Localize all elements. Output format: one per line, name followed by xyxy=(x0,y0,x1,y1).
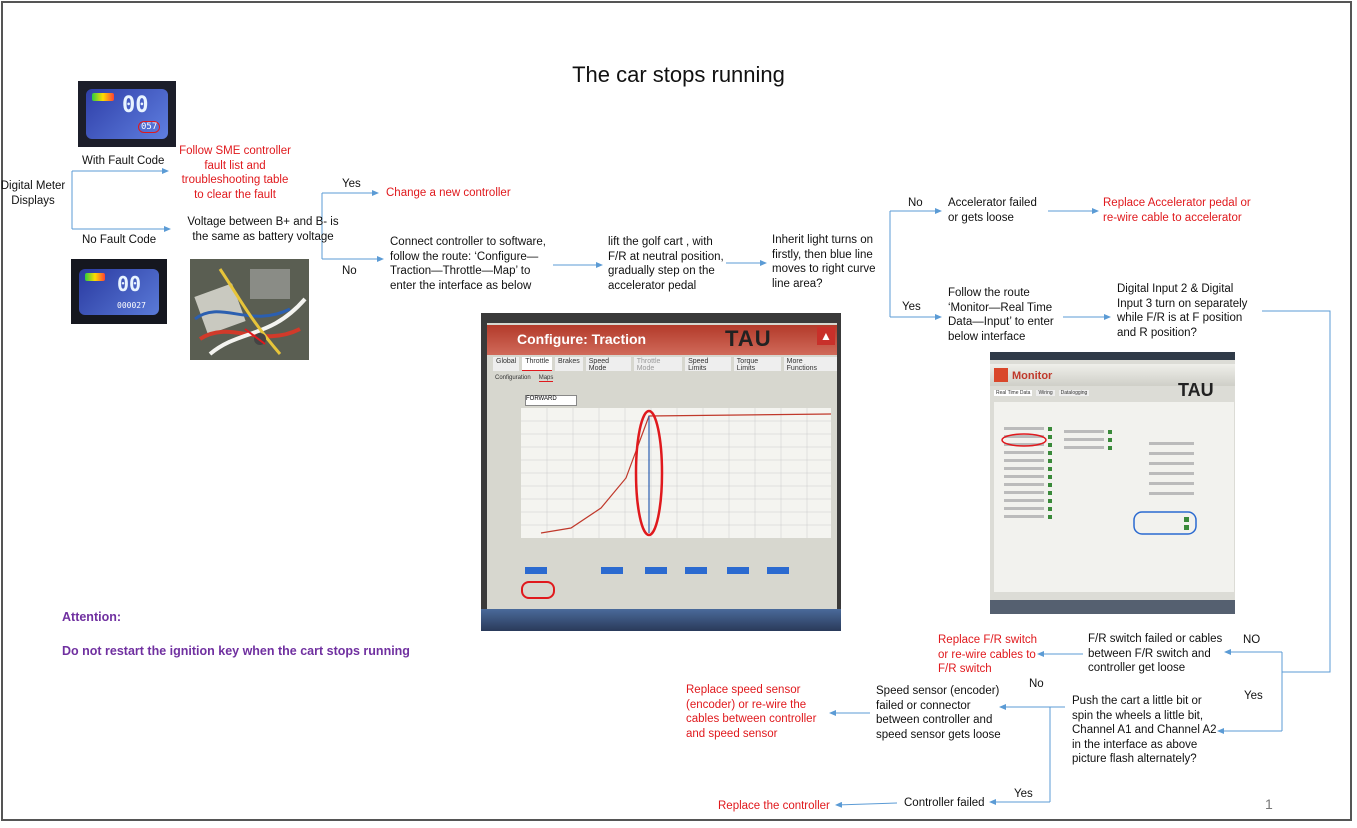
follow-route-monitor: Follow the route ‘Monitor—Real Time Data—Input’ to enter below interface xyxy=(948,287,1054,343)
tab-real-time-data[interactable]: Real Time Data xyxy=(996,390,1031,396)
yes-label-inherit: Yes xyxy=(902,301,921,313)
tab-datalogging[interactable]: Datalogging xyxy=(1060,390,1088,396)
lift-golf-cart: lift the golf cart , with F/R at neutral position, gradually step on the accelerator pedal xyxy=(608,236,724,292)
no-label-inherit: No xyxy=(908,197,923,209)
connector-push-split xyxy=(1050,707,1065,802)
close-icon[interactable]: ▲ xyxy=(817,327,835,345)
yes-label-digital-input: Yes xyxy=(1244,690,1263,702)
no-label-push-cart: No xyxy=(1029,678,1044,690)
connect-controller-software: Connect controller to software, follow the route: ‘Configure— Traction—Throttle—Map’ to enter the interface as below xyxy=(390,236,546,292)
meter-nofault-readout: 00 xyxy=(117,272,142,296)
with-fault-code-label: With Fault Code xyxy=(82,155,165,167)
monitor-screenshot xyxy=(990,352,1235,614)
voltage-check: Voltage between B+ and B- is the same as battery voltage xyxy=(187,216,339,243)
configure-title: Configure: Traction xyxy=(517,331,647,347)
throttle-map-plot xyxy=(521,408,831,548)
connector-digital-input-down xyxy=(1262,311,1330,672)
configure-tabs xyxy=(493,357,837,371)
tab-more-functions[interactable]: More Functions xyxy=(784,357,837,371)
change-new-controller: Change a new controller xyxy=(386,187,511,199)
accelerator-failed: Accelerator failed or gets loose xyxy=(948,197,1037,224)
push-cart-question: Push the cart a little bit or spin the wheels a little bit, Channel A1 and Channel A2 in the interface as above picture flash alternately? xyxy=(1072,695,1217,765)
attention-note xyxy=(62,592,410,677)
replace-the-controller: Replace the controller xyxy=(718,800,830,812)
tab-throttle-mode[interactable]: Throttle Mode xyxy=(634,357,682,371)
controller-failed: Controller failed xyxy=(904,797,985,809)
meter-fault-photo xyxy=(78,81,176,147)
inherit-light-question: Inherit light turns on firstly, then blue line moves to right curve line area? xyxy=(772,234,876,290)
meter-odometer: 000027 xyxy=(117,301,146,310)
tab-throttle[interactable]: Throttle xyxy=(522,357,552,371)
page-title: The car stops running xyxy=(572,62,785,87)
arrow-to-replace-controller xyxy=(836,803,897,805)
tab-torque-limits[interactable]: Torque Limits xyxy=(734,357,781,371)
no-label-digital-input: NO xyxy=(1243,634,1261,646)
subtab-maps[interactable]: Maps xyxy=(538,375,554,381)
follow-sme-fault-list: Follow SME controller fault list and troubleshooting table to clear the fault xyxy=(179,145,291,201)
attention-text: Do not restart the ignition key when the cart stops running xyxy=(62,644,410,658)
replace-fr-switch: Replace F/R switch or re-wire cables to F/R switch xyxy=(938,634,1038,675)
speed-sensor-failed: Speed sensor (encoder) failed or connector between controller and speed sensor gets loose xyxy=(876,685,1001,741)
direction-dropdown[interactable]: FORWARD xyxy=(525,395,577,406)
no-fault-code-label: No Fault Code xyxy=(82,234,157,246)
monitor-brand-logo: TAU xyxy=(1178,380,1214,400)
digital-meter-displays: Digital Meter Displays xyxy=(0,180,66,207)
yes-label-voltage: Yes xyxy=(342,178,361,190)
monitor-title: Monitor xyxy=(1012,370,1053,382)
configure-brand-logo: TAU xyxy=(725,326,772,351)
tab-wiring[interactable]: Wiring xyxy=(1038,390,1053,396)
digital-input-question: Digital Input 2 & Digital Input 3 turn on separately while F/R is at F position and R position? xyxy=(1117,283,1248,339)
no-label-voltage: No xyxy=(342,265,357,277)
fr-switch-failed: F/R switch failed or cables between F/R switch and controller get loose xyxy=(1088,633,1223,674)
attention-heading: Attention: xyxy=(62,610,122,624)
meter-nofault-photo xyxy=(71,259,167,324)
tab-speed-mode[interactable]: Speed Mode xyxy=(586,357,631,371)
replace-speed-sensor: Replace speed sensor (encoder) or re-wire the cables between controller and speed sensor xyxy=(686,684,817,740)
subtab-configuration[interactable]: Configuration xyxy=(495,375,531,381)
meter-fault-readout: 00 xyxy=(122,93,149,118)
tab-global[interactable]: Global xyxy=(493,357,519,371)
page-number: 1 xyxy=(1265,796,1273,812)
tab-brakes[interactable]: Brakes xyxy=(555,357,583,371)
replace-accelerator: Replace Accelerator pedal or re-wire cable to accelerator xyxy=(1103,197,1251,224)
configure-traction-screenshot xyxy=(481,313,841,631)
tab-speed-limits[interactable]: Speed Limits xyxy=(685,357,731,371)
yes-label-push-cart: Yes xyxy=(1014,788,1033,800)
meter-fault-code: 057 xyxy=(138,121,160,133)
wiring-photo xyxy=(190,259,309,360)
